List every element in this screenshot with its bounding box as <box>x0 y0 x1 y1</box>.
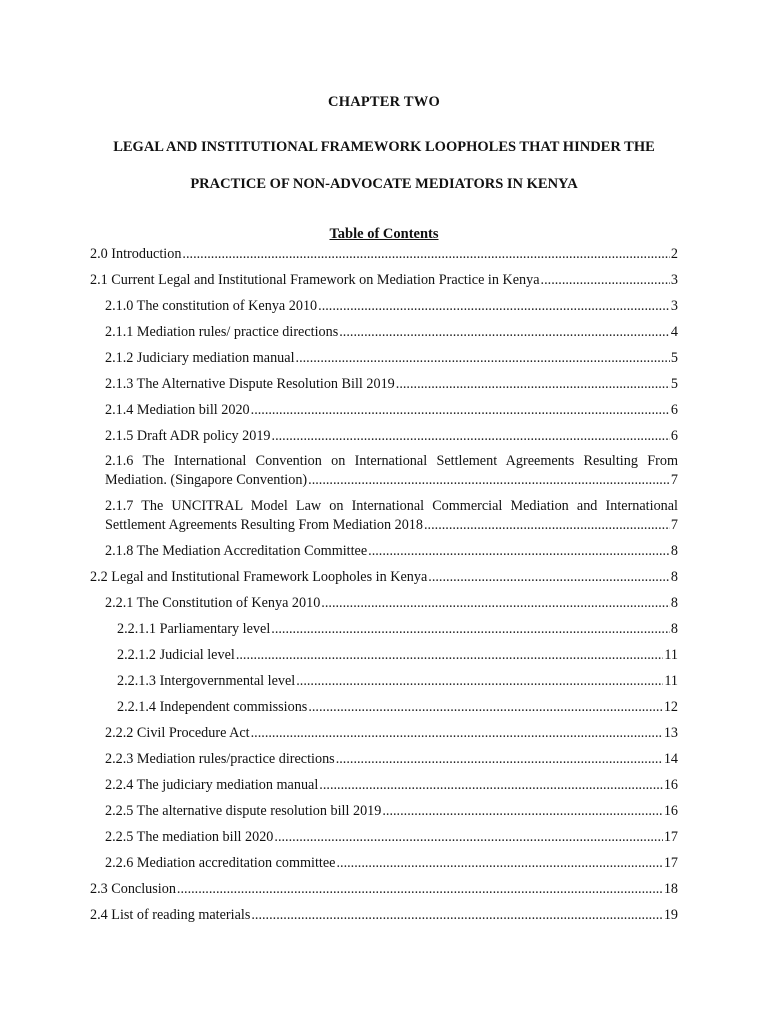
toc-entry-title: 2.0 Introduction <box>90 246 182 262</box>
toc-entry[interactable] <box>105 452 678 490</box>
toc-entry-page-number: 7 <box>670 517 678 533</box>
toc-entry-page-number: 18 <box>663 881 678 897</box>
toc-entry-title: 2.2.1.4 Independent commissions <box>117 699 308 715</box>
chapter-title-line-2: PRACTICE OF NON-ADVOCATE MEDIATORS IN KENYA <box>190 176 578 192</box>
toc-entry[interactable] <box>105 401 678 420</box>
toc-entry-title: 2.3 Conclusion <box>90 881 176 897</box>
toc-entry-title: 2.2.4 The judiciary mediation manual <box>105 777 319 793</box>
toc-entry[interactable] <box>117 672 678 691</box>
toc-entry[interactable] <box>105 375 678 394</box>
toc-entry[interactable] <box>105 828 678 847</box>
toc-entry-page-number: 14 <box>663 751 678 767</box>
toc-entry-page-number: 7 <box>670 472 678 488</box>
dot-leader <box>236 646 664 665</box>
dot-leader <box>336 750 663 769</box>
toc-entry-page-number: 12 <box>663 699 678 715</box>
dot-leader <box>177 880 663 899</box>
toc-entry-text-line: 2.1.6 The International Convention on International Settlement Agreements Resulting From <box>105 453 678 469</box>
toc-entry-title: 2.2.1 The Constitution of Kenya 2010 <box>105 595 321 611</box>
dot-leader <box>296 672 663 691</box>
toc-entry-page-number: 11 <box>664 673 678 689</box>
toc-entry[interactable] <box>90 906 678 925</box>
toc-entry-title: 2.1.8 The Mediation Accreditation Committee <box>105 543 368 559</box>
toc-entry[interactable] <box>90 271 678 290</box>
toc-entry-title: 2.1 Current Legal and Institutional Framework on Mediation Practice in Kenya <box>90 272 540 288</box>
toc-entry[interactable] <box>105 776 678 795</box>
toc-entry-title: Settlement Agreements Resulting From Mediation 2018 <box>105 517 423 533</box>
dot-leader <box>336 854 662 873</box>
toc-entry[interactable] <box>117 698 678 717</box>
toc-entry[interactable] <box>105 802 678 821</box>
dot-leader <box>296 349 670 368</box>
toc-entry[interactable] <box>105 297 678 316</box>
toc-entry[interactable] <box>105 349 678 368</box>
chapter-title-line-1: LEGAL AND INSTITUTIONAL FRAMEWORK LOOPHOLES THAT HINDER THE <box>113 139 655 155</box>
toc-entry-title: 2.1.3 The Alternative Dispute Resolution Bill 2019 <box>105 376 395 392</box>
chapter-label: CHAPTER TWO <box>328 94 440 110</box>
dot-leader <box>308 698 662 717</box>
dot-leader <box>182 245 669 264</box>
toc-entry-page-number: 3 <box>670 272 678 288</box>
toc-entry-title: 2.2.1.2 Judicial level <box>117 647 235 663</box>
toc-entry-page-number: 19 <box>663 907 678 923</box>
toc-entry-page-number: 2 <box>670 246 678 262</box>
toc-entry-page-number: 6 <box>670 402 678 418</box>
dot-leader <box>251 906 662 925</box>
toc-entry-text-line: 2.1.7 The UNCITRAL Model Law on International Commercial Mediation and International <box>105 498 678 514</box>
toc-entry-title: Mediation. (Singapore Convention) <box>105 472 308 488</box>
toc-entry-page-number: 8 <box>670 543 678 559</box>
toc-entry[interactable] <box>90 880 678 899</box>
toc-entry[interactable] <box>105 497 678 535</box>
toc-entry-title: 2.1.5 Draft ADR policy 2019 <box>105 428 271 444</box>
dot-leader <box>274 828 662 847</box>
toc-entry-page-number: 5 <box>670 376 678 392</box>
toc-entry[interactable] <box>117 646 678 665</box>
dot-leader <box>321 594 670 613</box>
toc-entry-title: 2.2.5 The mediation bill 2020 <box>105 829 274 845</box>
toc-entry-page-number: 11 <box>664 647 678 663</box>
toc-entry-title: 2.1.4 Mediation bill 2020 <box>105 402 250 418</box>
toc-entry-title: 2.1.1 Mediation rules/ practice directions <box>105 324 339 340</box>
toc-entry-title: 2.2.3 Mediation rules/practice directions <box>105 751 335 767</box>
dot-leader <box>368 542 670 561</box>
toc-entry[interactable] <box>90 568 678 587</box>
dot-leader <box>396 375 670 394</box>
toc-entry[interactable] <box>105 542 678 561</box>
toc-heading: Table of Contents <box>329 226 439 242</box>
dot-leader <box>308 471 670 490</box>
toc-entry-title: 2.2.2 Civil Procedure Act <box>105 725 250 741</box>
toc-entry[interactable] <box>105 854 678 873</box>
dot-leader <box>541 271 670 290</box>
toc-entry-page-number: 4 <box>670 324 678 340</box>
toc-entry-title: 2.2 Legal and Institutional Framework Loopholes in Kenya <box>90 569 428 585</box>
dot-leader <box>251 724 663 743</box>
toc-entry[interactable] <box>105 594 678 613</box>
toc-entry-title: 2.1.2 Judiciary mediation manual <box>105 350 295 366</box>
toc-entry-page-number: 8 <box>670 595 678 611</box>
toc-entry-title: 2.2.5 The alternative dispute resolution bill 2019 <box>105 803 382 819</box>
toc-entry-page-number: 13 <box>663 725 678 741</box>
toc-entry[interactable] <box>90 245 678 264</box>
toc-entry[interactable] <box>105 323 678 342</box>
toc-entry-page-number: 6 <box>670 428 678 444</box>
dot-leader <box>251 401 670 420</box>
toc-entry-title: 2.4 List of reading materials <box>90 907 251 923</box>
toc-entry[interactable] <box>105 427 678 446</box>
dot-leader <box>319 776 663 795</box>
dot-leader <box>428 568 670 587</box>
toc-entry-title: 2.2.6 Mediation accreditation committee <box>105 855 336 871</box>
dot-leader <box>382 802 662 821</box>
toc-entry-title: 2.1.0 The constitution of Kenya 2010 <box>105 298 318 314</box>
dot-leader <box>424 516 670 535</box>
dot-leader <box>271 620 670 639</box>
toc-entry-title: 2.2.1.3 Intergovernmental level <box>117 673 296 689</box>
toc-entry[interactable] <box>105 750 678 769</box>
toc-entry-page-number: 16 <box>663 803 678 819</box>
toc-entry-page-number: 17 <box>663 829 678 845</box>
dot-leader <box>339 323 670 342</box>
toc-entry-page-number: 5 <box>670 350 678 366</box>
toc-entry-page-number: 16 <box>663 777 678 793</box>
toc-entry-page-number: 8 <box>670 569 678 585</box>
dot-leader <box>318 297 670 316</box>
toc-entry-page-number: 17 <box>663 855 678 871</box>
dot-leader <box>272 427 670 446</box>
toc-entry-page-number: 3 <box>670 298 678 314</box>
toc-entry-title: 2.2.1.1 Parliamentary level <box>117 621 271 637</box>
toc-entry-page-number: 8 <box>670 621 678 637</box>
toc-entry[interactable] <box>117 620 678 639</box>
toc-entry[interactable] <box>105 724 678 743</box>
